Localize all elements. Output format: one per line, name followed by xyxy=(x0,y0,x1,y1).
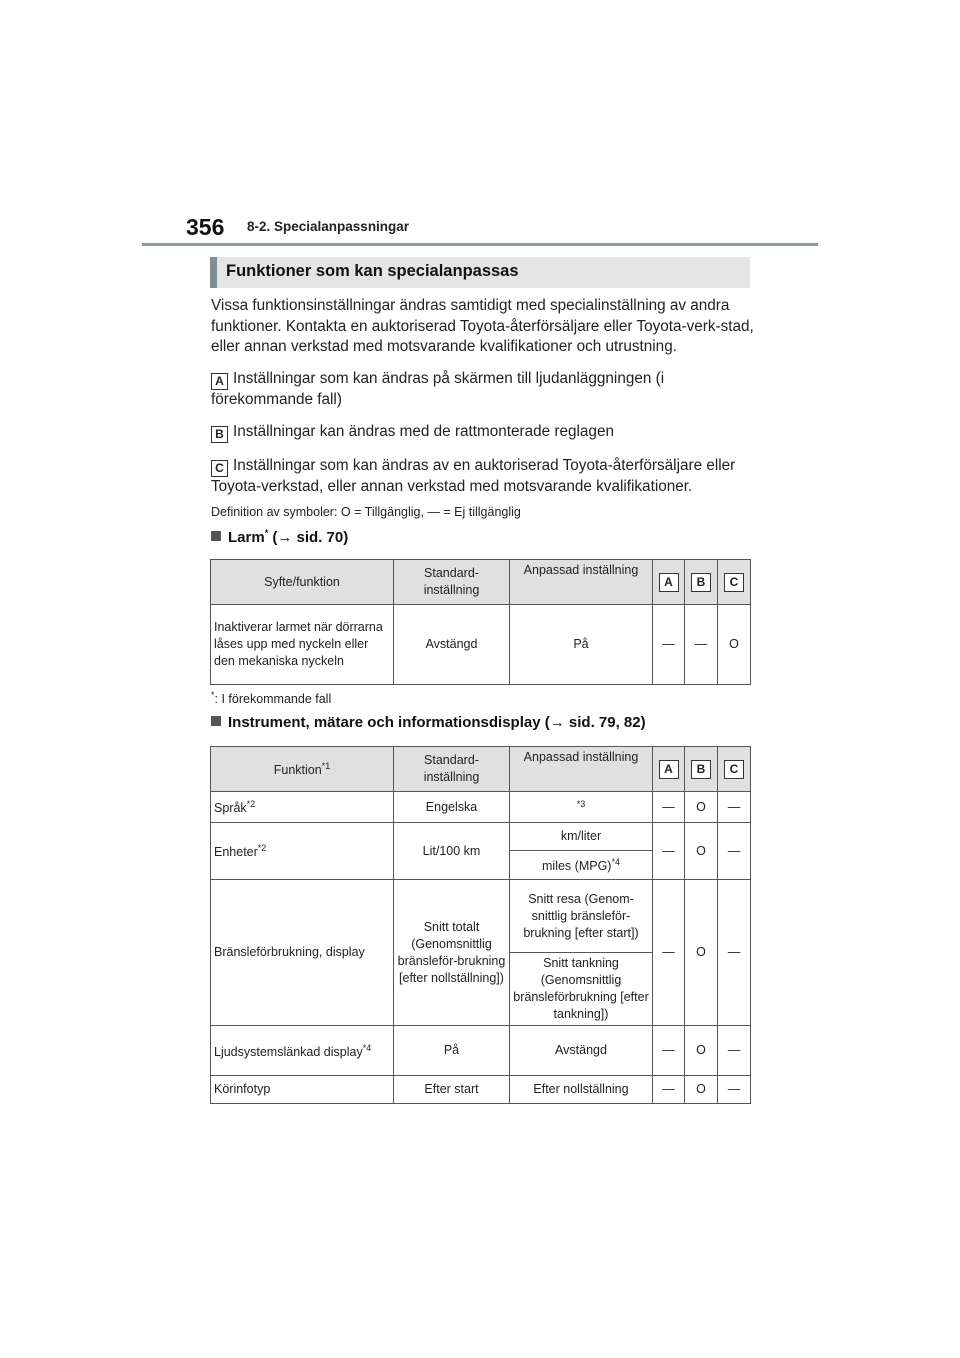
cell-b: — xyxy=(685,605,718,685)
cell-custom: Snitt resa (Genom-snittlig bränsleför-brukning [efter start]) xyxy=(510,880,653,953)
custom-sup: *3 xyxy=(576,799,586,810)
legend-text-a: Inställningar som kan ändras på skärmen till ljudanläggningen (i förekommande fall) xyxy=(211,370,665,408)
square-bullet-icon xyxy=(211,531,221,541)
cell-function xyxy=(211,1026,394,1076)
cell-b: O xyxy=(685,880,718,1026)
header-badge-c: C xyxy=(724,573,744,592)
table-header-row xyxy=(211,747,751,792)
larm-heading-sup: * xyxy=(264,528,269,538)
header-b xyxy=(685,747,718,792)
section-title: Funktioner som kan specialanpassas xyxy=(226,262,519,280)
page-number: 356 xyxy=(186,214,225,240)
function-sup: *2 xyxy=(246,799,256,810)
function-sup: *4 xyxy=(362,1042,372,1053)
header-a xyxy=(653,747,685,792)
cell-b: O xyxy=(685,1076,718,1104)
header-c xyxy=(718,747,751,792)
legend-item-a xyxy=(211,369,756,411)
table-row xyxy=(211,605,751,685)
table-row xyxy=(211,880,751,953)
custom-sup: *4 xyxy=(611,857,620,868)
header-a xyxy=(653,560,685,605)
header-badge-b: B xyxy=(691,760,711,779)
cell-custom: Efter nollställning xyxy=(510,1076,653,1104)
table-row xyxy=(211,792,751,823)
cell-custom: km/liter xyxy=(510,823,653,851)
badge-a: A xyxy=(211,373,228,390)
cell-default: Efter start xyxy=(394,1076,510,1104)
chapter-title: 8-2. Specialanpassningar xyxy=(247,219,410,234)
header-anpassad: Anpassad inställning xyxy=(510,747,653,792)
header-standard: Standard-inställning xyxy=(394,560,510,605)
larm-heading-text: Larm xyxy=(228,529,265,546)
cell-default: Snitt totalt (Genomsnittlig bränsleför-brukning [efter nollställning]) xyxy=(394,880,510,1026)
cell-function: Inaktiverar larmet när dörrarna låses upp med nyckeln eller den mekaniska nyckeln xyxy=(211,605,394,685)
banner-accent xyxy=(210,257,217,288)
cell-default: På xyxy=(394,1026,510,1076)
cell-c: — xyxy=(718,880,751,1026)
header-divider xyxy=(142,243,818,246)
cell-a: — xyxy=(653,605,685,685)
cell-c: — xyxy=(718,1076,751,1104)
cell-custom: Avstängd xyxy=(510,1026,653,1076)
legend-text-b: Inställningar kan ändras med de rattmonterade reglagen xyxy=(233,423,614,440)
header-funktion xyxy=(211,747,394,792)
instrument-page-ref[interactable]: (→ sid. 79, 82) xyxy=(544,714,646,731)
header-funktion-sup: *1 xyxy=(321,761,331,772)
cell-c: — xyxy=(718,823,751,880)
larm-table xyxy=(210,559,751,685)
cell-c: — xyxy=(718,792,751,823)
header-c xyxy=(718,560,751,605)
intro-paragraph: Vissa funktionsinställningar ändras samtidigt med specialinställning av andra funktioner. Kontakta en auktoriserad Toyota-återförsäljare eller Toyota-verk-stad, eller annan verkstad med motsvarande kvalifikationer och utrustning. xyxy=(211,297,754,355)
function-text: Ljudsystemslänkad display xyxy=(214,1045,363,1060)
cell-function xyxy=(211,792,394,823)
larm-footnote xyxy=(211,690,331,706)
header-badge-c: C xyxy=(724,760,744,779)
section-banner xyxy=(210,257,750,288)
cell-b: O xyxy=(685,823,718,880)
header-b xyxy=(685,560,718,605)
instrument-table xyxy=(210,746,751,1104)
cell-c: O xyxy=(718,605,751,685)
cell-custom xyxy=(510,792,653,823)
header-badge-a: A xyxy=(659,760,679,779)
function-text: Språk xyxy=(214,801,247,816)
legend-text-c: Inställningar som kan ändras av en auktoriserad Toyota-återförsäljare eller Toyota-verkstad, eller annan verkstad med motsvarande kvalifikationer. xyxy=(211,457,736,495)
cell-custom: Snitt tankning (Genomsnittlig bränsleförbrukning [efter tankning]) xyxy=(510,953,653,1026)
cell-b: O xyxy=(685,1026,718,1076)
header-standard: Standard-inställning xyxy=(394,747,510,792)
cell-a: — xyxy=(653,1026,685,1076)
cell-default: Lit/100 km xyxy=(394,823,510,880)
cell-a: — xyxy=(653,823,685,880)
instrument-heading-text: Instrument, mätare och informationsdisplay xyxy=(228,714,541,731)
header-funktion-text: Funktion xyxy=(273,763,322,778)
header-syfte: Syfte/funktion xyxy=(211,560,394,605)
square-bullet-icon xyxy=(211,716,221,726)
legend-item-b xyxy=(211,422,756,443)
footnote-text: : I förekommande fall xyxy=(214,692,332,707)
badge-b: B xyxy=(211,426,228,443)
table-row xyxy=(211,823,751,851)
larm-page-ref[interactable]: (→ sid. 70) xyxy=(272,529,349,546)
cell-default: Avstängd xyxy=(394,605,510,685)
header-badge-a: A xyxy=(659,573,679,592)
cell-function xyxy=(211,823,394,880)
cell-a: — xyxy=(653,1076,685,1104)
cell-a: — xyxy=(653,792,685,823)
cell-default: Engelska xyxy=(394,792,510,823)
function-text: Enheter xyxy=(214,845,258,860)
header-badge-b: B xyxy=(691,573,711,592)
cell-custom xyxy=(510,851,653,880)
header-anpassad: Anpassad inställning xyxy=(510,560,653,605)
cell-function: Bränsleförbrukning, display xyxy=(211,880,394,1026)
instrument-heading xyxy=(211,714,646,731)
cell-c: — xyxy=(718,1026,751,1076)
table-row xyxy=(211,1076,751,1104)
larm-heading xyxy=(211,528,348,546)
symbol-definition: Definition av symboler: O = Tillgänglig, — = Ej tillgänglig xyxy=(211,505,521,519)
legend-item-c xyxy=(211,456,756,498)
cell-function: Körinfotyp xyxy=(211,1076,394,1104)
cell-b: O xyxy=(685,792,718,823)
function-sup: *2 xyxy=(257,843,267,854)
footnote-mark: * xyxy=(211,690,215,700)
cell-a: — xyxy=(653,880,685,1026)
table-row xyxy=(211,1026,751,1076)
table-header-row xyxy=(211,560,751,605)
badge-c: C xyxy=(211,460,228,477)
custom-text: miles (MPG) xyxy=(542,859,612,874)
cell-custom: På xyxy=(510,605,653,685)
